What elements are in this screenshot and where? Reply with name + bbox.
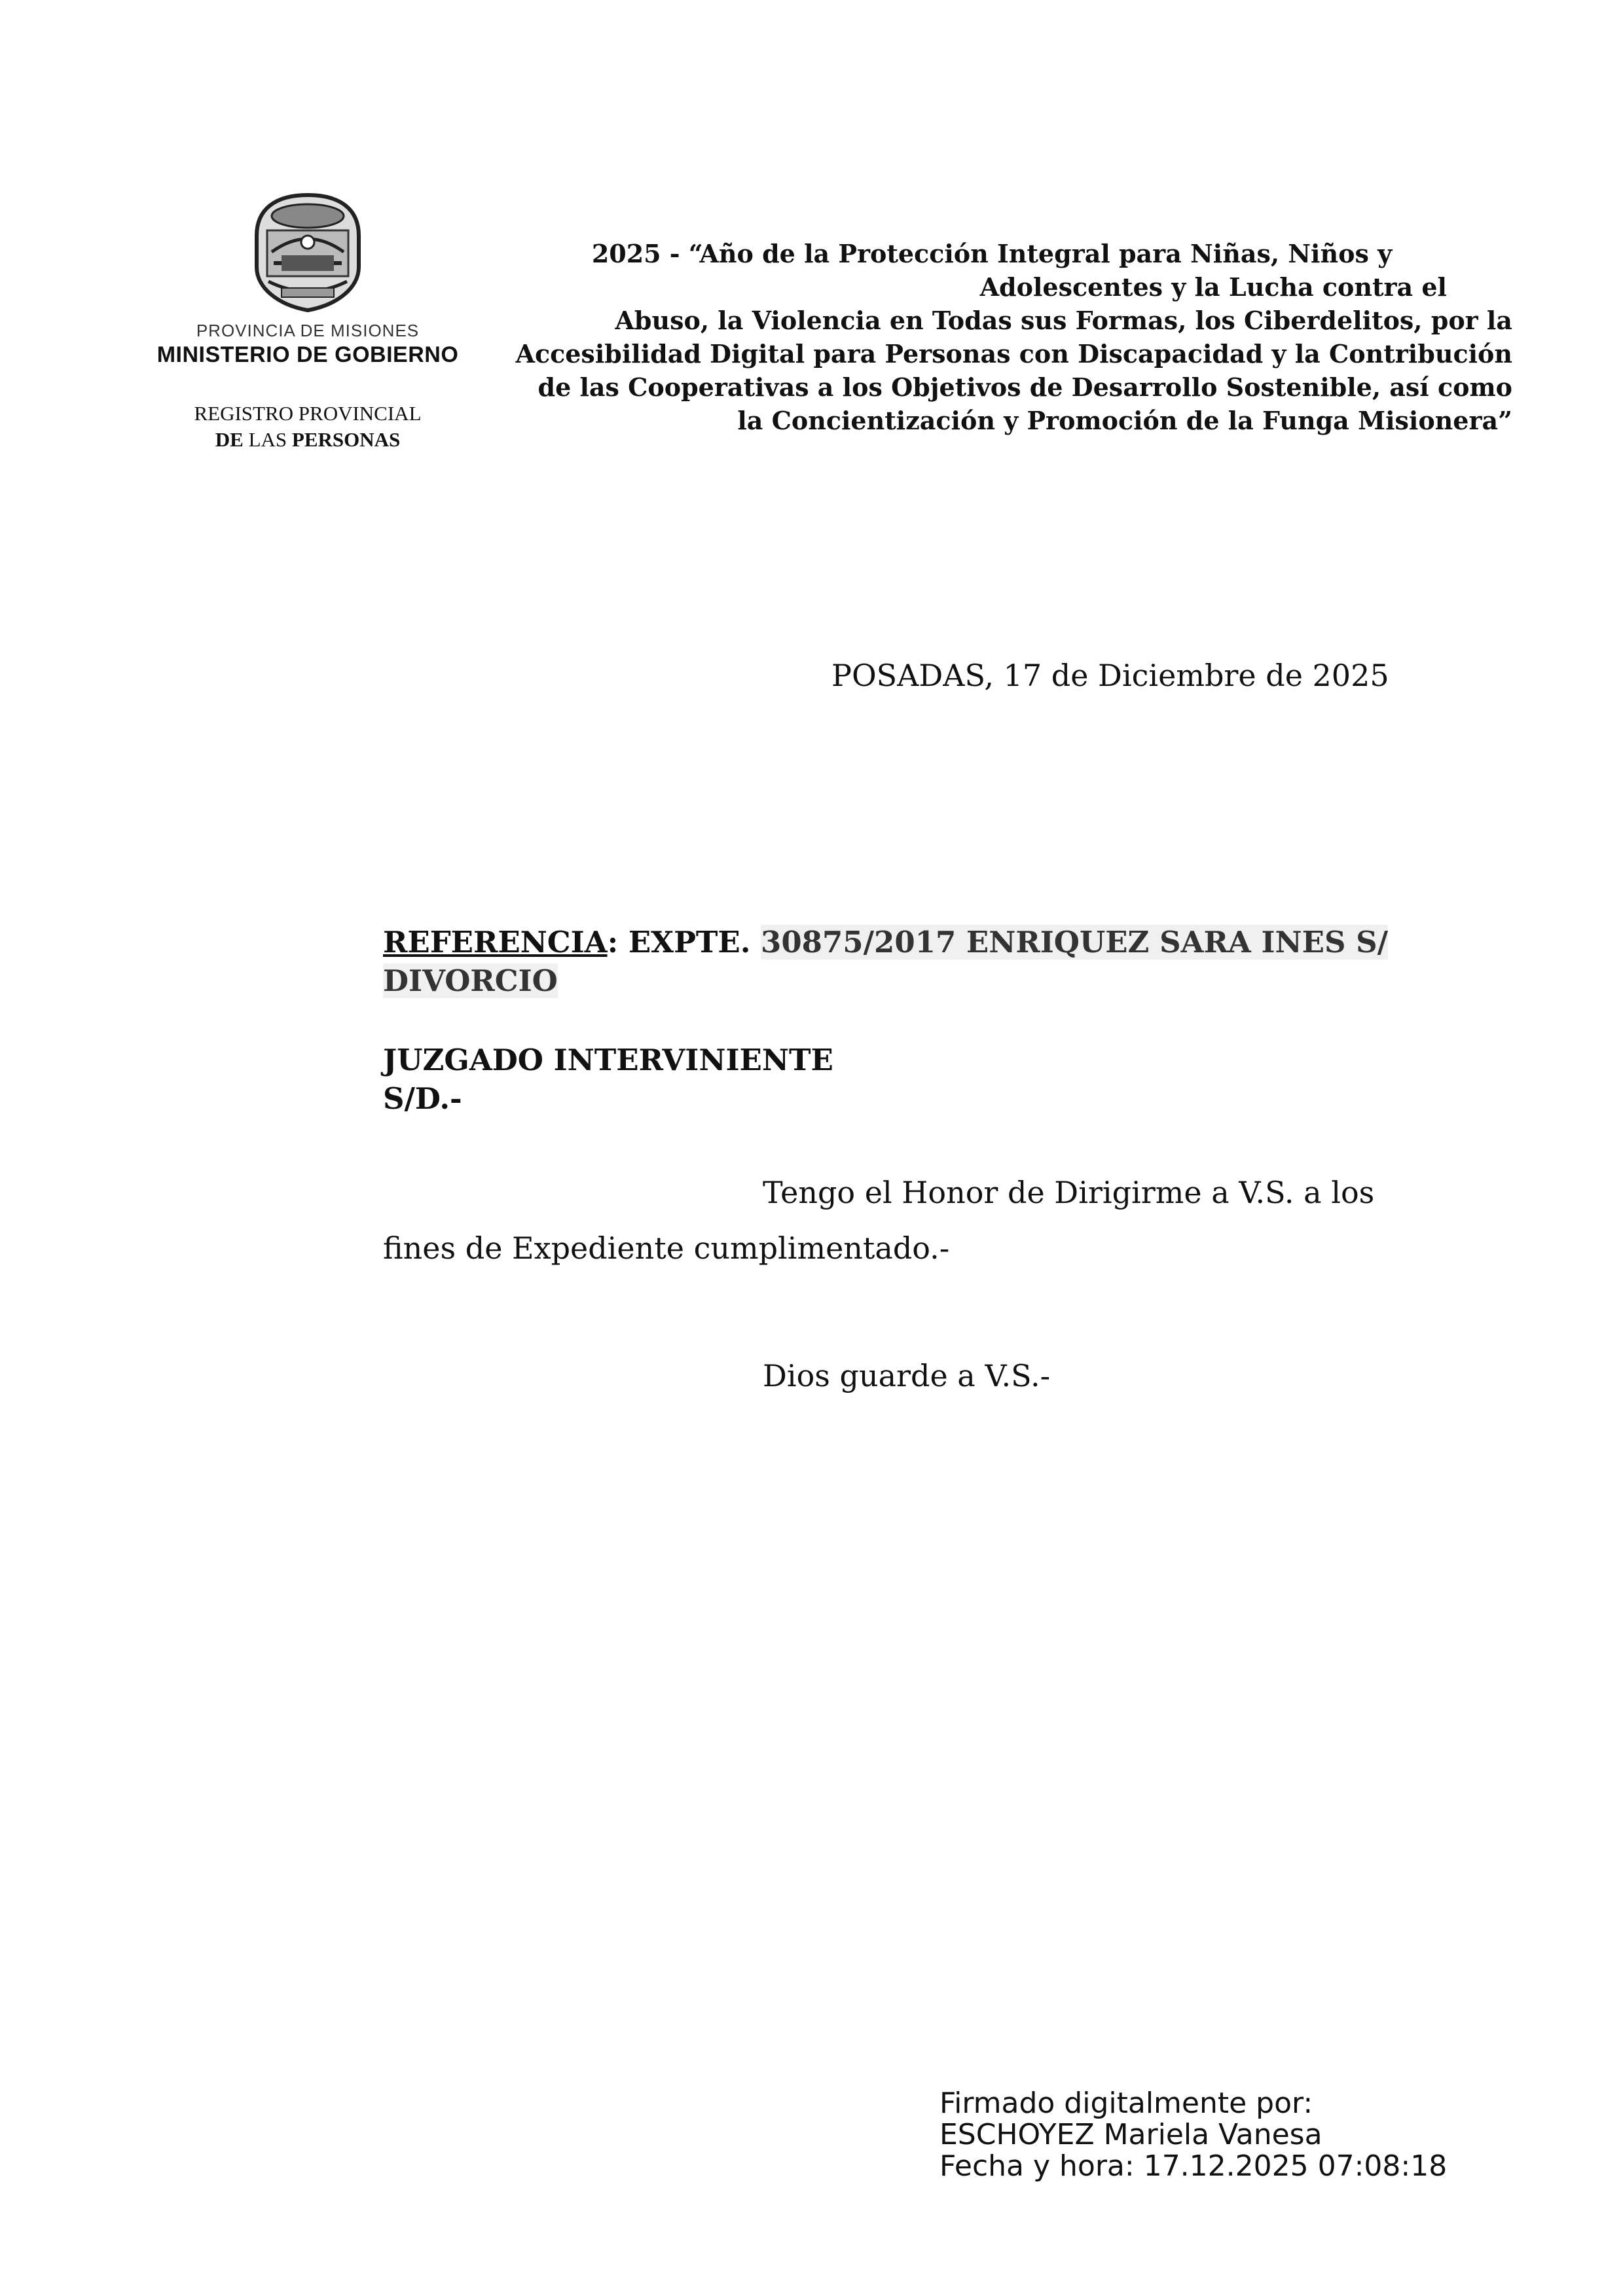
motto-line: Adolescentes y la Lucha contra el bbox=[979, 272, 1447, 302]
motto-line: Abuso, la Violencia en Todas sus Formas, los Ciberdelitos, por la bbox=[615, 306, 1512, 335]
registry-line-1: REGISTRO PROVINCIAL bbox=[194, 402, 422, 425]
reference-case-cont: DIVORCIO bbox=[383, 963, 558, 998]
reference-expte: EXPTE. bbox=[618, 925, 761, 960]
motto-line: 2025 - “Año de la Protección Integral para Niñas, Niños y bbox=[591, 239, 1393, 268]
logo-ministry-text: MINISTERIO DE GOBIERNO bbox=[156, 342, 459, 367]
body-text-line-2: fines de Expediente cumplimentado.- bbox=[383, 1230, 950, 1266]
signature-line-2: ESCHOYEZ Mariela Vanesa bbox=[939, 2118, 1322, 2151]
reference-case: 30875/2017 ENRIQUEZ SARA INES S/ bbox=[761, 925, 1389, 960]
closing-text: Dios guarde a V.S.- bbox=[763, 1358, 1051, 1393]
letter-date: POSADAS, 17 de Diciembre de 2025 bbox=[831, 658, 1389, 693]
digital-signature bbox=[939, 2088, 1447, 2182]
registry-line-2: DE LAS PERSONAS bbox=[215, 428, 401, 451]
registry-name bbox=[151, 401, 465, 453]
logo-province-text: PROVINCIA DE MISIONES bbox=[196, 321, 420, 340]
reference-line-1: REFERENCIA: EXPTE. 30875/2017 ENRIQUEZ SARA INES S/ bbox=[383, 925, 1389, 960]
reference-label: REFERENCIA bbox=[383, 925, 608, 960]
ministry-logo bbox=[151, 190, 465, 368]
signature-line-3: Fecha y hora: 17.12.2025 07:08:18 bbox=[939, 2149, 1448, 2183]
motto-line: de las Cooperativas a los Objetivos de Desarrollo Sostenible, así como bbox=[538, 372, 1512, 402]
reference-line-2 bbox=[383, 961, 1431, 1000]
signature-line-1: Firmado digitalmente por: bbox=[939, 2087, 1313, 2120]
motto-line: Accesibilidad Digital para Personas con Discapacidad y la Contribución bbox=[515, 339, 1512, 368]
provincial-seal-icon bbox=[242, 190, 373, 314]
recipient-line-1: JUZGADO INTERVINIENTE bbox=[383, 1043, 833, 1077]
recipient-line-2: S/D.- bbox=[383, 1081, 462, 1116]
recipient-block bbox=[383, 1041, 833, 1118]
reference-block bbox=[383, 923, 1431, 1000]
body-text-line-1: Tengo el Honor de Dirigirme a V.S. a los bbox=[763, 1175, 1375, 1210]
year-motto bbox=[498, 237, 1512, 437]
motto-line: la Concientización y Promoción de la Funga Misionera” bbox=[737, 406, 1512, 435]
